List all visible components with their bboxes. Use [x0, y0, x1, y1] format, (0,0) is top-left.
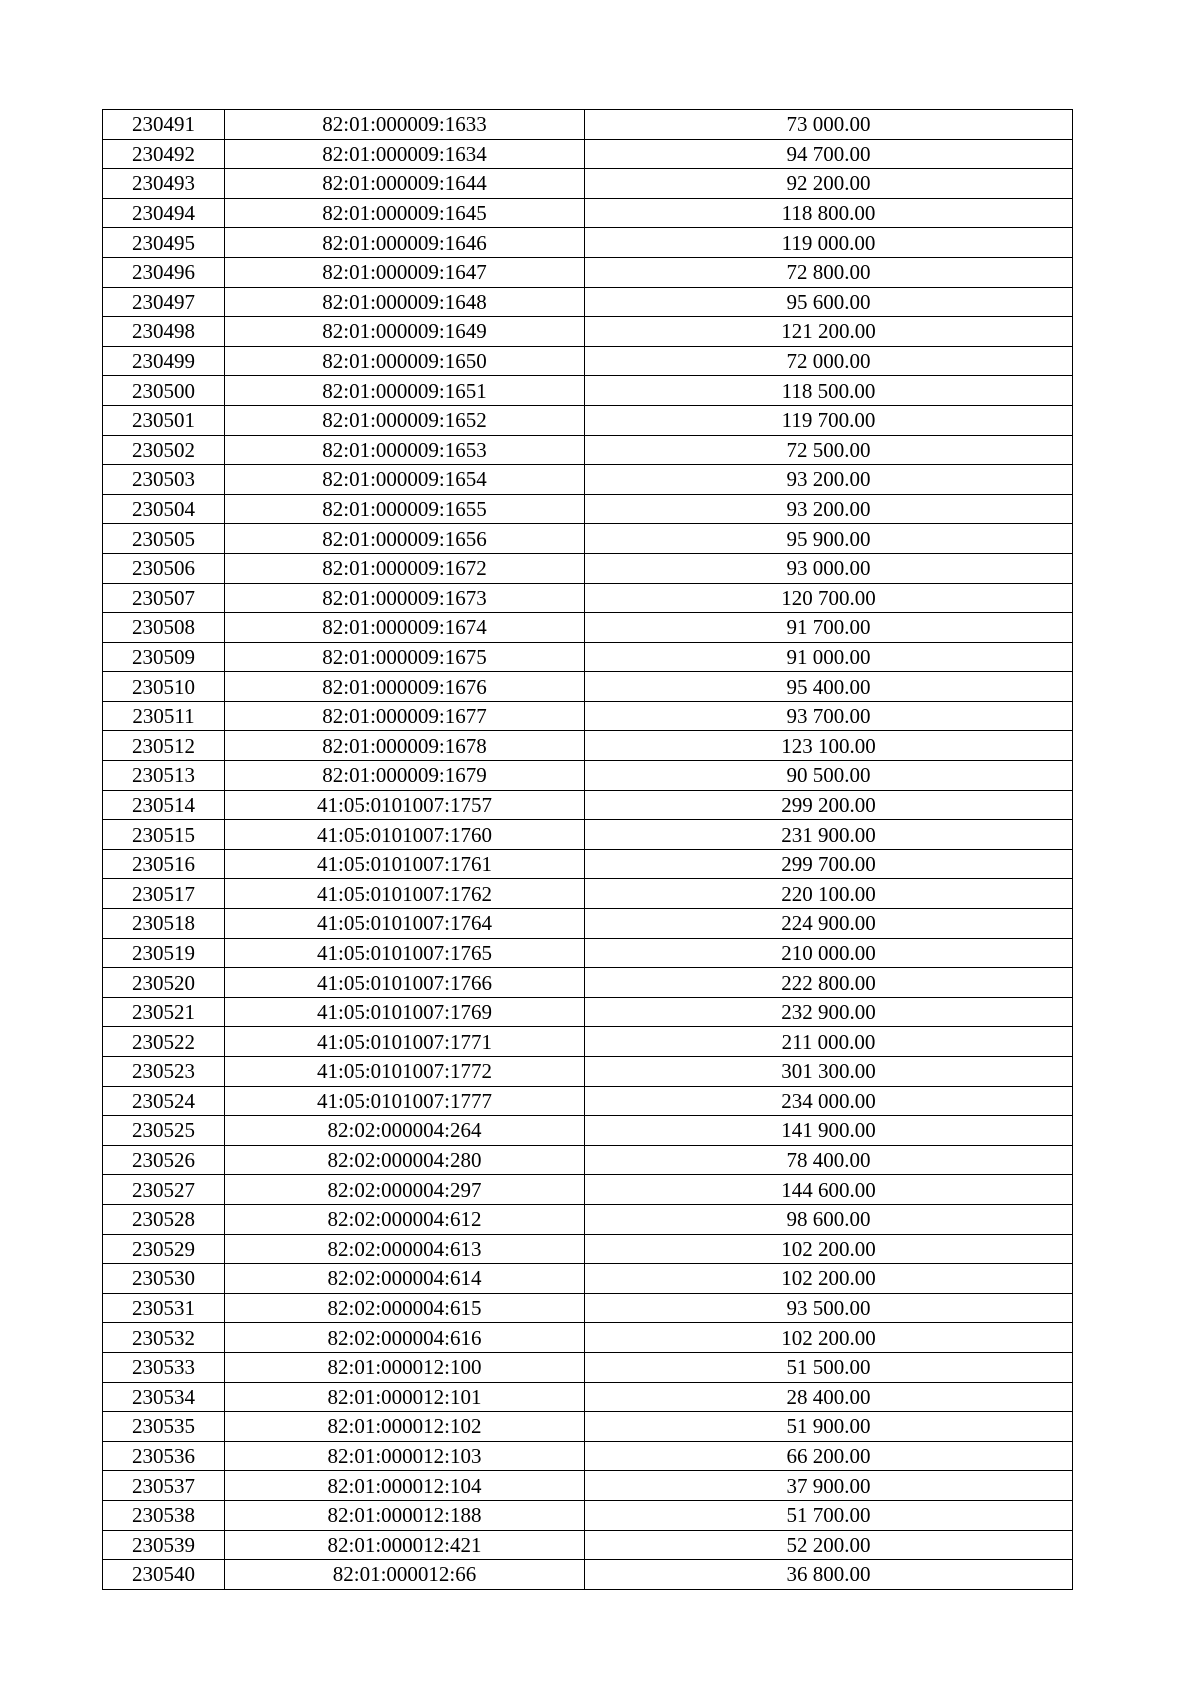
- row-number-cell: 230520: [103, 968, 225, 998]
- row-number-cell: 230532: [103, 1323, 225, 1353]
- table-row: [103, 761, 1073, 791]
- cadastral-number-cell: 41:05:0101007:1757: [225, 790, 585, 820]
- row-number-cell: 230536: [103, 1441, 225, 1471]
- cadastral-value-cell: 51 900.00: [585, 1412, 1073, 1442]
- table-row: [103, 553, 1073, 583]
- cadastral-value-cell: 232 900.00: [585, 997, 1073, 1027]
- cadastral-number-cell: 82:01:000012:66: [225, 1560, 585, 1590]
- cadastral-number-cell: 82:01:000009:1677: [225, 701, 585, 731]
- table-row: [103, 879, 1073, 909]
- cadastral-value-cell: 95 400.00: [585, 672, 1073, 702]
- table-row: [103, 139, 1073, 169]
- row-number-cell: 230516: [103, 849, 225, 879]
- cadastral-value-cell: 91 000.00: [585, 642, 1073, 672]
- cadastral-number-cell: 82:02:000004:613: [225, 1234, 585, 1264]
- row-number-cell: 230508: [103, 613, 225, 643]
- cadastral-number-cell: 82:01:000012:103: [225, 1441, 585, 1471]
- cadastral-value-cell: 102 200.00: [585, 1234, 1073, 1264]
- cadastral-number-cell: 82:01:000012:101: [225, 1382, 585, 1412]
- row-number-cell: 230497: [103, 287, 225, 317]
- row-number-cell: 230518: [103, 909, 225, 939]
- table-row: [103, 405, 1073, 435]
- cadastral-number-cell: 82:01:000012:102: [225, 1412, 585, 1442]
- row-number-cell: 230537: [103, 1471, 225, 1501]
- cadastral-value-cell: 119 000.00: [585, 228, 1073, 258]
- cadastral-number-cell: 82:01:000012:421: [225, 1530, 585, 1560]
- table-row: [103, 1264, 1073, 1294]
- cadastral-value-cell: 121 200.00: [585, 317, 1073, 347]
- cadastral-number-cell: 82:01:000009:1648: [225, 287, 585, 317]
- cadastral-number-cell: 82:01:000009:1675: [225, 642, 585, 672]
- cadastral-number-cell: 41:05:0101007:1777: [225, 1086, 585, 1116]
- table-row: [103, 820, 1073, 850]
- row-number-cell: 230534: [103, 1382, 225, 1412]
- table-row: [103, 701, 1073, 731]
- row-number-cell: 230519: [103, 938, 225, 968]
- cadastral-value-cell: 93 200.00: [585, 494, 1073, 524]
- cadastral-number-cell: 82:01:000009:1652: [225, 405, 585, 435]
- table-row: [103, 613, 1073, 643]
- table-row: [103, 672, 1073, 702]
- cadastral-number-cell: 82:01:000009:1672: [225, 553, 585, 583]
- cadastral-value-cell: 92 200.00: [585, 169, 1073, 199]
- row-number-cell: 230495: [103, 228, 225, 258]
- cadastral-number-cell: 82:01:000009:1678: [225, 731, 585, 761]
- table-row: [103, 494, 1073, 524]
- table-row: [103, 1116, 1073, 1146]
- cadastral-value-table: [102, 109, 1073, 1590]
- row-number-cell: 230538: [103, 1500, 225, 1530]
- cadastral-value-cell: 51 700.00: [585, 1500, 1073, 1530]
- table-row: [103, 228, 1073, 258]
- cadastral-value-cell: 93 500.00: [585, 1293, 1073, 1323]
- cadastral-number-cell: 82:01:000009:1634: [225, 139, 585, 169]
- row-number-cell: 230515: [103, 820, 225, 850]
- row-number-cell: 230505: [103, 524, 225, 554]
- table-row: [103, 465, 1073, 495]
- cadastral-value-cell: 66 200.00: [585, 1441, 1073, 1471]
- cadastral-value-cell: 118 500.00: [585, 376, 1073, 406]
- cadastral-value-cell: 93 200.00: [585, 465, 1073, 495]
- cadastral-value-cell: 299 200.00: [585, 790, 1073, 820]
- table-row: [103, 376, 1073, 406]
- table-row: [103, 968, 1073, 998]
- row-number-cell: 230499: [103, 346, 225, 376]
- cadastral-value-cell: 234 000.00: [585, 1086, 1073, 1116]
- row-number-cell: 230509: [103, 642, 225, 672]
- table-row: [103, 1175, 1073, 1205]
- cadastral-number-cell: 82:01:000009:1645: [225, 198, 585, 228]
- table-row: [103, 1530, 1073, 1560]
- row-number-cell: 230522: [103, 1027, 225, 1057]
- cadastral-value-cell: 118 800.00: [585, 198, 1073, 228]
- row-number-cell: 230510: [103, 672, 225, 702]
- row-number-cell: 230502: [103, 435, 225, 465]
- cadastral-value-cell: 141 900.00: [585, 1116, 1073, 1146]
- cadastral-number-cell: 82:02:000004:612: [225, 1204, 585, 1234]
- cadastral-number-cell: 82:01:000009:1650: [225, 346, 585, 376]
- cadastral-number-cell: 82:01:000012:188: [225, 1500, 585, 1530]
- cadastral-number-cell: 41:05:0101007:1764: [225, 909, 585, 939]
- cadastral-number-cell: 82:02:000004:615: [225, 1293, 585, 1323]
- table-row: [103, 1234, 1073, 1264]
- cadastral-number-cell: 41:05:0101007:1762: [225, 879, 585, 909]
- table-row: [103, 642, 1073, 672]
- cadastral-value-cell: 123 100.00: [585, 731, 1073, 761]
- row-number-cell: 230517: [103, 879, 225, 909]
- row-number-cell: 230524: [103, 1086, 225, 1116]
- row-number-cell: 230526: [103, 1145, 225, 1175]
- row-number-cell: 230501: [103, 405, 225, 435]
- cadastral-number-cell: 82:01:000009:1656: [225, 524, 585, 554]
- cadastral-value-cell: 93 700.00: [585, 701, 1073, 731]
- cadastral-value-cell: 51 500.00: [585, 1352, 1073, 1382]
- cadastral-number-cell: 41:05:0101007:1772: [225, 1057, 585, 1087]
- row-number-cell: 230491: [103, 110, 225, 140]
- row-number-cell: 230498: [103, 317, 225, 347]
- cadastral-value-cell: 98 600.00: [585, 1204, 1073, 1234]
- cadastral-number-cell: 41:05:0101007:1761: [225, 849, 585, 879]
- table-row: [103, 849, 1073, 879]
- table-row: [103, 257, 1073, 287]
- cadastral-number-cell: 82:01:000009:1655: [225, 494, 585, 524]
- table-row: [103, 1204, 1073, 1234]
- row-number-cell: 230539: [103, 1530, 225, 1560]
- row-number-cell: 230512: [103, 731, 225, 761]
- table-row: [103, 1382, 1073, 1412]
- row-number-cell: 230492: [103, 139, 225, 169]
- table-row: [103, 1560, 1073, 1590]
- row-number-cell: 230511: [103, 701, 225, 731]
- cadastral-number-cell: 41:05:0101007:1765: [225, 938, 585, 968]
- row-number-cell: 230494: [103, 198, 225, 228]
- table-row: [103, 997, 1073, 1027]
- cadastral-number-cell: 82:02:000004:280: [225, 1145, 585, 1175]
- cadastral-number-cell: 82:01:000009:1646: [225, 228, 585, 258]
- cadastral-number-cell: 82:01:000009:1651: [225, 376, 585, 406]
- cadastral-number-cell: 82:01:000009:1647: [225, 257, 585, 287]
- row-number-cell: 230531: [103, 1293, 225, 1323]
- row-number-cell: 230529: [103, 1234, 225, 1264]
- table-row: [103, 790, 1073, 820]
- cadastral-value-cell: 231 900.00: [585, 820, 1073, 850]
- table-row: [103, 198, 1073, 228]
- cadastral-value-cell: 91 700.00: [585, 613, 1073, 643]
- table-row: [103, 938, 1073, 968]
- row-number-cell: 230530: [103, 1264, 225, 1294]
- cadastral-value-cell: 120 700.00: [585, 583, 1073, 613]
- row-number-cell: 230521: [103, 997, 225, 1027]
- table-row: [103, 1412, 1073, 1442]
- cadastral-number-cell: 82:02:000004:616: [225, 1323, 585, 1353]
- table-row: [103, 435, 1073, 465]
- cadastral-value-cell: 144 600.00: [585, 1175, 1073, 1205]
- cadastral-value-cell: 78 400.00: [585, 1145, 1073, 1175]
- row-number-cell: 230540: [103, 1560, 225, 1590]
- cadastral-value-cell: 102 200.00: [585, 1323, 1073, 1353]
- cadastral-number-cell: 82:01:000009:1653: [225, 435, 585, 465]
- table-row: [103, 287, 1073, 317]
- cadastral-value-cell: 93 000.00: [585, 553, 1073, 583]
- cadastral-number-cell: 41:05:0101007:1766: [225, 968, 585, 998]
- cadastral-number-cell: 82:01:000009:1679: [225, 761, 585, 791]
- cadastral-value-cell: 72 500.00: [585, 435, 1073, 465]
- cadastral-number-cell: 82:01:000009:1644: [225, 169, 585, 199]
- row-number-cell: 230525: [103, 1116, 225, 1146]
- table-row: [103, 524, 1073, 554]
- row-number-cell: 230493: [103, 169, 225, 199]
- cadastral-value-cell: 90 500.00: [585, 761, 1073, 791]
- cadastral-value-cell: 301 300.00: [585, 1057, 1073, 1087]
- cadastral-number-cell: 41:05:0101007:1771: [225, 1027, 585, 1057]
- cadastral-number-cell: 82:01:000009:1673: [225, 583, 585, 613]
- cadastral-value-cell: 210 000.00: [585, 938, 1073, 968]
- table-row: [103, 583, 1073, 613]
- table-body: [103, 110, 1073, 1590]
- cadastral-number-cell: 41:05:0101007:1760: [225, 820, 585, 850]
- cadastral-value-cell: 119 700.00: [585, 405, 1073, 435]
- cadastral-value-cell: 95 900.00: [585, 524, 1073, 554]
- table-row: [103, 909, 1073, 939]
- table-row: [103, 110, 1073, 140]
- table-row: [103, 317, 1073, 347]
- cadastral-number-cell: 82:01:000012:104: [225, 1471, 585, 1501]
- cadastral-value-cell: 94 700.00: [585, 139, 1073, 169]
- cadastral-value-cell: 72 800.00: [585, 257, 1073, 287]
- cadastral-value-cell: 36 800.00: [585, 1560, 1073, 1590]
- cadastral-value-cell: 95 600.00: [585, 287, 1073, 317]
- table-row: [103, 1441, 1073, 1471]
- cadastral-value-cell: 37 900.00: [585, 1471, 1073, 1501]
- cadastral-number-cell: 82:01:000009:1654: [225, 465, 585, 495]
- row-number-cell: 230523: [103, 1057, 225, 1087]
- cadastral-value-cell: 299 700.00: [585, 849, 1073, 879]
- cadastral-value-cell: 28 400.00: [585, 1382, 1073, 1412]
- cadastral-number-cell: 82:02:000004:297: [225, 1175, 585, 1205]
- table-row: [103, 1086, 1073, 1116]
- table-row: [103, 169, 1073, 199]
- row-number-cell: 230504: [103, 494, 225, 524]
- row-number-cell: 230507: [103, 583, 225, 613]
- cadastral-value-cell: 224 900.00: [585, 909, 1073, 939]
- cadastral-value-cell: 220 100.00: [585, 879, 1073, 909]
- table-row: [103, 731, 1073, 761]
- cadastral-number-cell: 82:02:000004:614: [225, 1264, 585, 1294]
- row-number-cell: 230506: [103, 553, 225, 583]
- cadastral-value-cell: 72 000.00: [585, 346, 1073, 376]
- cadastral-value-cell: 102 200.00: [585, 1264, 1073, 1294]
- cadastral-number-cell: 82:01:000009:1674: [225, 613, 585, 643]
- cadastral-number-cell: 82:01:000009:1633: [225, 110, 585, 140]
- row-number-cell: 230535: [103, 1412, 225, 1442]
- cadastral-value-cell: 73 000.00: [585, 110, 1073, 140]
- row-number-cell: 230527: [103, 1175, 225, 1205]
- table-row: [103, 1471, 1073, 1501]
- cadastral-value-cell: 211 000.00: [585, 1027, 1073, 1057]
- row-number-cell: 230503: [103, 465, 225, 495]
- cadastral-number-cell: 82:02:000004:264: [225, 1116, 585, 1146]
- row-number-cell: 230528: [103, 1204, 225, 1234]
- cadastral-value-cell: 222 800.00: [585, 968, 1073, 998]
- row-number-cell: 230513: [103, 761, 225, 791]
- cadastral-number-cell: 82:01:000012:100: [225, 1352, 585, 1382]
- table-row: [103, 1500, 1073, 1530]
- table-row: [103, 1323, 1073, 1353]
- table-row: [103, 1293, 1073, 1323]
- table-row: [103, 1145, 1073, 1175]
- table-row: [103, 1057, 1073, 1087]
- cadastral-value-cell: 52 200.00: [585, 1530, 1073, 1560]
- cadastral-number-cell: 41:05:0101007:1769: [225, 997, 585, 1027]
- cadastral-number-cell: 82:01:000009:1649: [225, 317, 585, 347]
- row-number-cell: 230496: [103, 257, 225, 287]
- table-row: [103, 1352, 1073, 1382]
- row-number-cell: 230514: [103, 790, 225, 820]
- row-number-cell: 230533: [103, 1352, 225, 1382]
- cadastral-number-cell: 82:01:000009:1676: [225, 672, 585, 702]
- table-row: [103, 1027, 1073, 1057]
- table-row: [103, 346, 1073, 376]
- row-number-cell: 230500: [103, 376, 225, 406]
